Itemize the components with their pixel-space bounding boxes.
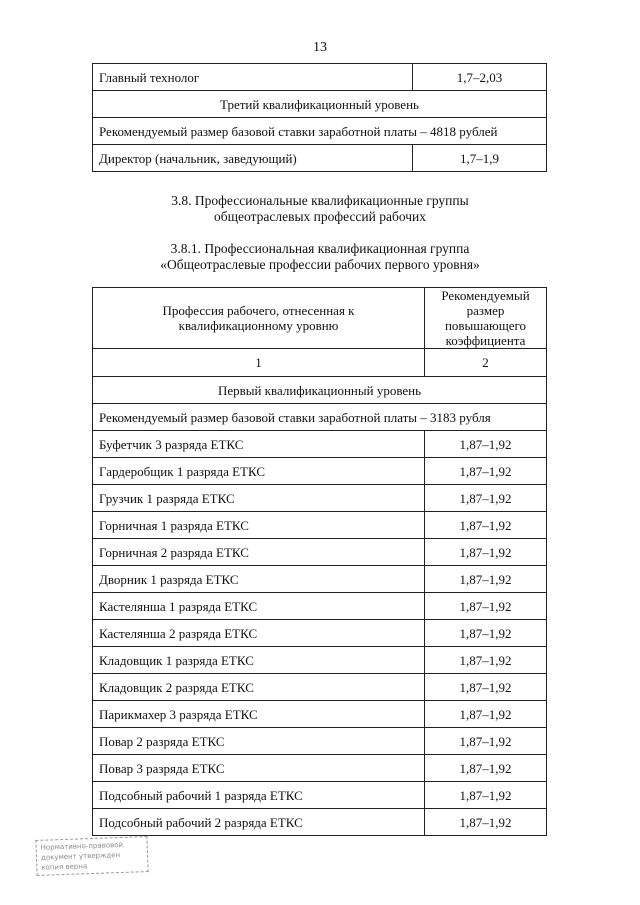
coefficient-cell: 1,87–1,92: [425, 485, 547, 512]
stamp-line: Нормативно-правовой: [40, 840, 124, 852]
coefficient-cell: 1,87–1,92: [425, 593, 547, 620]
coefficient-cell: 1,87–1,92: [425, 512, 547, 539]
profession-cell: Горничная 2 разряда ЕТКС: [93, 539, 425, 566]
continuation-table: [92, 63, 547, 172]
subsection-heading: [100, 241, 540, 273]
header-line: размер повышающего: [444, 303, 527, 333]
profession-cell: Горничная 1 разряда ЕТКС: [93, 512, 425, 539]
stamp-line: копия верна: [41, 862, 88, 872]
table-row: [93, 755, 547, 782]
table-row: [93, 593, 547, 620]
document-stamp: [35, 836, 148, 876]
column-number-cell: 1: [93, 349, 425, 377]
profession-cell: Повар 3 разряда ЕТКС: [93, 755, 425, 782]
coefficient-cell: 1,87–1,92: [425, 647, 547, 674]
qualification-level-cell: Третий квалификационный уровень: [93, 91, 547, 118]
profession-cell: Кастелянша 1 разряда ЕТКС: [93, 593, 425, 620]
table-row: [93, 512, 547, 539]
table-row: [93, 809, 547, 836]
subsection-heading-line: «Общеотраслевые профессии рабочих первого уровня»: [160, 257, 480, 272]
profession-cell: Кладовщик 1 разряда ЕТКС: [93, 647, 425, 674]
table-row: [93, 566, 547, 593]
profession-cell: Гардеробщик 1 разряда ЕТКС: [93, 458, 425, 485]
coefficient-cell: 1,87–1,92: [425, 755, 547, 782]
table-row: [93, 701, 547, 728]
profession-cell: Кладовщик 2 разряда ЕТКС: [93, 674, 425, 701]
coefficient-cell: 1,87–1,92: [425, 539, 547, 566]
professions-table: [92, 287, 547, 836]
profession-cell: Буфетчик 3 разряда ЕТКС: [93, 431, 425, 458]
profession-cell: Подсобный рабочий 1 разряда ЕТКС: [93, 782, 425, 809]
header-line: коэффициента: [445, 333, 526, 348]
coefficient-cell: 1,87–1,92: [425, 431, 547, 458]
base-rate-cell: Рекомендуемый размер базовой ставки заработной платы – 3183 рубля: [93, 404, 547, 431]
coefficient-cell: 1,7–1,9: [413, 145, 547, 172]
base-rate-cell: Рекомендуемый размер базовой ставки заработной платы – 4818 рублей: [93, 118, 547, 145]
profession-cell: Подсобный рабочий 2 разряда ЕТКС: [93, 809, 425, 836]
column-number-cell: 2: [425, 349, 547, 377]
table-row: [93, 377, 547, 404]
coefficient-cell: 1,87–1,92: [425, 674, 547, 701]
column-header-profession: [93, 288, 425, 349]
table-row: [93, 458, 547, 485]
profession-cell: Кастелянша 2 разряда ЕТКС: [93, 620, 425, 647]
table-row: [93, 782, 547, 809]
coefficient-cell: 1,87–1,92: [425, 566, 547, 593]
section-heading: [100, 193, 540, 225]
header-line: Профессия рабочего, отнесенная к: [162, 303, 355, 318]
coefficient-cell: 1,87–1,92: [425, 809, 547, 836]
profession-cell: Главный технолог: [93, 64, 413, 91]
coefficient-cell: 1,7–2,03: [413, 64, 547, 91]
qualification-level-cell: Первый квалификационный уровень: [93, 377, 547, 404]
table-row: [93, 64, 547, 91]
table-row: [93, 431, 547, 458]
profession-cell: Повар 2 разряда ЕТКС: [93, 728, 425, 755]
column-header-coefficient: [425, 288, 547, 349]
table-row: [93, 647, 547, 674]
profession-cell: Грузчик 1 разряда ЕТКС: [93, 485, 425, 512]
coefficient-cell: 1,87–1,92: [425, 728, 547, 755]
header-line: Рекомендуемый: [441, 288, 530, 303]
table-row: [93, 539, 547, 566]
table-row: [93, 620, 547, 647]
column-number-row: [93, 349, 547, 377]
profession-cell: Директор (начальник, заведующий): [93, 145, 413, 172]
header-line: квалификационному уровню: [178, 318, 339, 333]
stamp-line: документ утвержден: [40, 851, 121, 862]
table-row: [93, 674, 547, 701]
section-heading-line: общеотраслевых профессий рабочих: [213, 209, 427, 224]
coefficient-cell: 1,87–1,92: [425, 458, 547, 485]
table-row: [93, 404, 547, 431]
profession-cell: Дворник 1 разряда ЕТКС: [93, 566, 425, 593]
table-header-row: [93, 288, 547, 349]
table-row: [93, 485, 547, 512]
coefficient-cell: 1,87–1,92: [425, 620, 547, 647]
section-heading-line: 3.8. Профессиональные квалификационные группы: [171, 193, 469, 208]
table-row: [93, 728, 547, 755]
table-row: [93, 145, 547, 172]
table-row: [93, 91, 547, 118]
profession-cell: Парикмахер 3 разряда ЕТКС: [93, 701, 425, 728]
coefficient-cell: 1,87–1,92: [425, 782, 547, 809]
subsection-heading-line: 3.8.1. Профессиональная квалификационная группа: [170, 241, 470, 256]
page-number: 13: [313, 40, 327, 55]
coefficient-cell: 1,87–1,92: [425, 701, 547, 728]
table-row: [93, 118, 547, 145]
